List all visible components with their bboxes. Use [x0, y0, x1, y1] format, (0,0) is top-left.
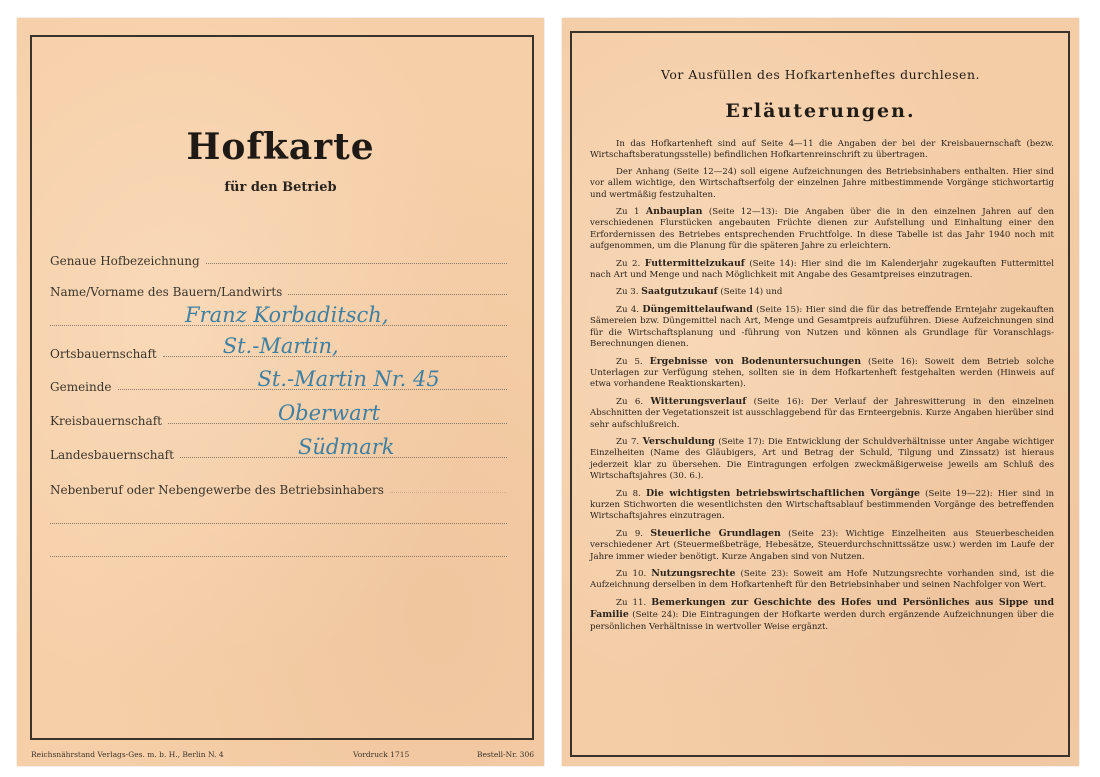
explanations-body [590, 139, 1054, 638]
field-label: Name/Vorname des Bauern/Landwirts [50, 285, 283, 299]
section-heading: Futtermittelzukauf [644, 257, 745, 269]
form-number: Vordruck 1715 [353, 750, 410, 759]
section-heading: Düngemittelaufwand [642, 303, 753, 315]
explanations-title: Erläuterungen. [725, 100, 916, 122]
paragraph: Zu 5. Ergebnisse von Bodenuntersuchungen (Seite 16): Soweit dem Betrieb solche Unterlagen zur Verfügung stehen, sollten sie in dem Hofkartenheft festgehalten werden (Hinweis auf etwa vorhandene Reaktionskarten). [590, 355, 1054, 390]
paragraph: Zu 10. Nutzungsrechte (Seite 23): Soweit am Hofe Nutzungsrechte vorhanden sind, ist die Aufzeichnung derselben in dem Hofkartenheft für den Betriebsinhaber und seinen Nachfolger von Wert. [590, 568, 1055, 591]
fill-line [50, 303, 507, 327]
handwritten-name: Franz Korbaditsch, [185, 303, 389, 327]
fill-line [206, 263, 507, 264]
handwritten-ortsbauernschaft: St.-Martin, [222, 334, 339, 358]
field-nebenberuf[interactable] [50, 475, 507, 497]
paragraph: Zu 9. Steuerliche Grundlagen (Seite 23): Wichtige Einzelheiten aus Steuerbescheiden verschiedener Art (Steuermeßbeträge, Hebesätze, Steuerdurchschnittssätze usw.) werden im Laufe der Jahre immer wieder benötigt. Kurze Angaben sind von Nutzen. [590, 527, 1055, 562]
read-first-notice: Vor Ausfüllen des Hofkartenheftes durchlesen. [661, 67, 980, 82]
field-label: Nebenberuf oder Nebengewerbe des Betriebsinhabers [50, 483, 384, 497]
paragraph: In das Hofkartenheft sind auf Seite 4—11 die Angaben der bei der Kreisbauernschaft (bezw. Wirtschaftsberatungsstelle) befindlichen Hofkartenreinschrift zu übertragen. [590, 139, 1054, 161]
document-title: Hofkarte [186, 126, 375, 168]
section-heading: Steuerliche Grundlagen [650, 527, 781, 539]
section-heading: Anbauplan [645, 206, 703, 218]
paragraph: Zu 4. Düngemittelaufwand (Seite 15): Hier sind die für das betreffende Erntejahr zugekauften Sämereien bzw. Düngemittel nach Art, Menge und Gesamtpreis aufzuführen. Diese Aufzeichnungen sind für die Wirtschaftsplanung und -führung von Nutzen und können als Grundlage für Voranschlags-Berechnungen dienen. [590, 303, 1054, 350]
section-heading: Saatgutzukauf [641, 286, 718, 298]
paragraph: Zu 11. Bemerkungen zur Geschichte des Hofes und Persönliches aus Sippe und Familie (Seite 24): Die Eintragungen der Hofkarte werden durch ergänzende Aufzeichnungen über die persönlichen Verhältnisse in wertvoller Weise ergänzt. [590, 596, 1055, 632]
section-heading: Ergebnisse von Bodenuntersuchungen [649, 355, 862, 367]
handwritten-landesbauernschaft: Südmark [297, 435, 395, 459]
blank-fill-line[interactable] [50, 523, 507, 524]
handwritten-gemeinde: St.-Martin Nr. 45 [257, 367, 440, 391]
field-label: Genaue Hofbezeichnung [50, 254, 200, 268]
paragraph: Zu 6. Witterungsverlauf (Seite 16): Der Verlauf der Jahreswitterung in den einzelnen Abschnitten der Vegetationszeit ist ausschlaggebend für das Ernteergebnis. Kurze Angaben hierüber sind sehr aufschlußreich. [590, 395, 1055, 430]
section-heading: Verschuldung [642, 435, 715, 447]
fill-line [118, 367, 507, 391]
handwritten-kreisbauernschaft: Oberwart [277, 401, 381, 425]
order-number: Bestell-Nr. 306 [477, 750, 534, 759]
field-landesbauernschaft[interactable] [50, 435, 507, 462]
field-kreisbauernschaft[interactable] [50, 401, 507, 428]
field-label: Kreisbauernschaft [50, 414, 162, 428]
field-gemeinde[interactable] [50, 367, 507, 394]
paragraph: Der Anhang (Seite 12—24) soll eigene Aufzeichnungen des Betriebsinhabers enthalten. Hier sind vor allem wichtige, den Wirtschaftserfolg der einzelnen Jahre mitbestimmende Vorgänge stichwortartig und wertmäßig festzuhalten. [590, 166, 1054, 200]
paragraph: Zu 3. Saatgutzukauf (Seite 14) und [616, 286, 783, 298]
field-ortsbauernschaft[interactable] [50, 334, 507, 361]
paragraph: Zu 2. Futtermittelzukauf (Seite 14): Hier sind die im Kalenderjahr zugekauften Futtermittel nach Art und Menge und nach Möglichkeit mit Angabe des Gesamtpreises einzutragen. [590, 257, 1054, 281]
paragraph: Zu 1 Anbauplan (Seite 12—13): Die Angaben über die in den einzelnen Jahren auf den verschiedenen Flurstücken angebauten Früchte dienen zur Aufstellung und Einhaltung einer den Erfordernissen des Betriebes entsprechenden Fruchtfolge. In diese Tabelle ist das Jahr 1940 noch mit aufgenommen, um die Planung für die späteren Jahre zu erleichtern. [590, 206, 1054, 252]
fill-line [163, 334, 507, 358]
field-hofbezeichnung[interactable] [50, 246, 507, 268]
fill-line [390, 492, 507, 493]
blank-fill-line[interactable] [50, 556, 507, 557]
paragraph: Zu 7. Verschuldung (Seite 17): Die Entwicklung der Schuldverhältnisse unter Angabe wichtiger Einzelheiten (Name des Gläubigers, Art und Betrag der Schuld, Tilgung und Zinssatz) ist hieraus jederzeit klar zu übersehen. Die Eintragungen erfolgen zweckmäßigerweise jeweils am Schluß des Wirtschaftsjahres (30. 6.). [590, 435, 1055, 482]
section-heading: Bemerkungen zur Geschichte des Hofes und Persönliches aus Sippe und Familie [590, 596, 1055, 621]
section-heading: Witterungsverlauf [650, 395, 747, 407]
paragraph: Zu 8. Die wichtigsten betriebswirtschaftlichen Vorgänge (Seite 19—22): Hier sind in kurzen Stichworten die wesentlichsten den Wirtschaftsablauf bestimmenden Vorgänge des betreffenden Wirtschaftsjahres einzutragen. [590, 487, 1055, 522]
publisher-imprint: Reichsnährstand Verlags-Ges. m. b. H., Berlin N. 4 [31, 750, 224, 759]
explanations-page [562, 18, 1079, 766]
section-heading: Die wichtigsten betriebswirtschaftlichen Vorgänge [646, 487, 921, 499]
field-label: Ortsbauernschaft [50, 347, 157, 361]
field-name-value[interactable] [50, 303, 507, 330]
fill-line [180, 435, 507, 459]
fill-line [168, 401, 507, 425]
section-heading: Nutzungsrechte [651, 568, 736, 579]
field-label: Gemeinde [50, 380, 112, 394]
field-label: Landesbauernschaft [50, 448, 174, 462]
field-name-bauer[interactable] [50, 277, 507, 299]
fill-line [288, 294, 507, 295]
document-subtitle: für den Betrieb [224, 180, 337, 195]
hofkarte-cover-page [17, 18, 544, 766]
